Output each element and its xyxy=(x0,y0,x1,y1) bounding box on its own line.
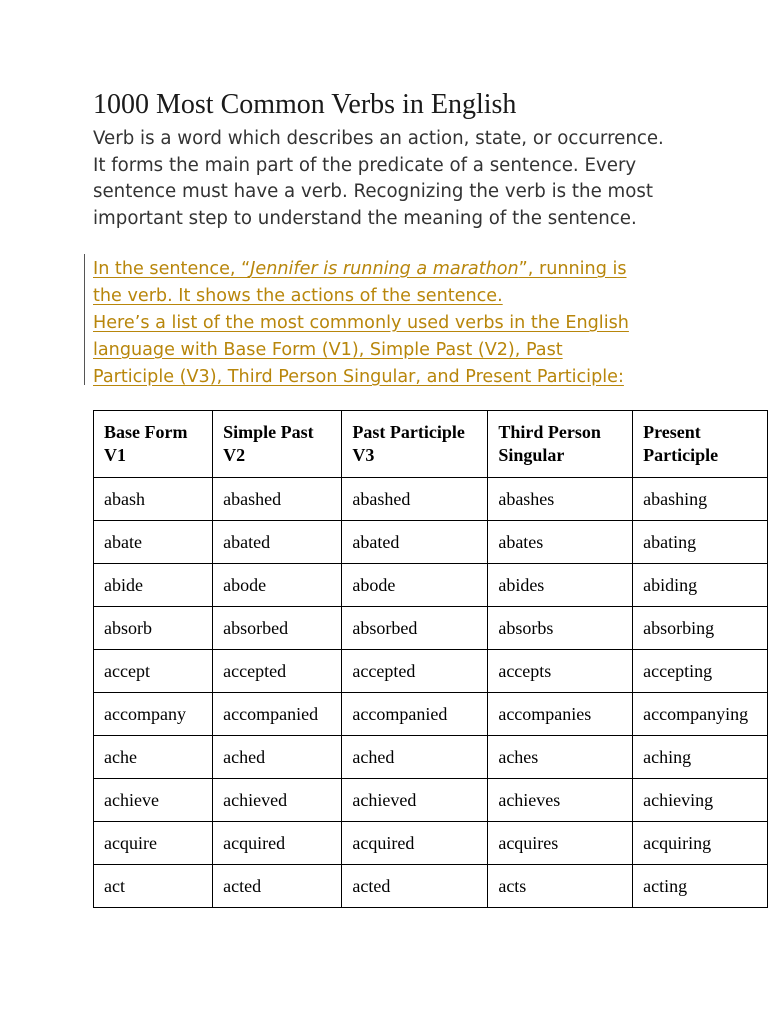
header-line: Base Form xyxy=(104,422,188,442)
table-cell: accompanying xyxy=(633,693,768,736)
page-title: 1000 Most Common Verbs in English xyxy=(93,89,517,120)
table-cell: acquired xyxy=(342,822,488,865)
example-sentence: Jennifer is running a marathon xyxy=(250,259,519,279)
table-cell: accept xyxy=(94,650,213,693)
table-row xyxy=(94,564,768,607)
table-cell: acquire xyxy=(94,822,213,865)
intro-line: important step to understand the meaning of the sentence. xyxy=(93,207,637,229)
intro-line: sentence must have a verb. Recognizing the verb is the most xyxy=(93,181,654,202)
callout-line-1 xyxy=(93,256,753,283)
revision-bar xyxy=(84,254,85,385)
table-cell: achieves xyxy=(488,779,633,822)
table-cell: abiding xyxy=(633,564,768,607)
callout-line-4: language with Base Form (V1), Simple Past (V2), Past xyxy=(93,340,563,360)
verb-table xyxy=(93,410,768,908)
table-cell: acted xyxy=(213,865,342,908)
header-past-participle xyxy=(342,411,488,478)
table-cell: abashing xyxy=(633,478,768,521)
header-present-participle xyxy=(633,411,768,478)
table-cell: acting xyxy=(633,865,768,908)
header-line: Participle xyxy=(643,445,719,465)
table-cell: accepts xyxy=(488,650,633,693)
table-cell: act xyxy=(94,865,213,908)
callout-line-5: Participle (V3), Third Person Singular, and Present Participle: xyxy=(93,367,624,387)
table-cell: abated xyxy=(213,521,342,564)
table-cell: abode xyxy=(342,564,488,607)
callout-suffix: ”, running is xyxy=(518,259,627,279)
table-cell: abashes xyxy=(488,478,633,521)
table-row xyxy=(94,521,768,564)
table-cell: abode xyxy=(213,564,342,607)
header-line: Past Participle xyxy=(352,422,465,442)
callout-prefix: In the sentence, “ xyxy=(93,259,251,279)
table-cell: accompanied xyxy=(213,693,342,736)
table-cell: acquires xyxy=(488,822,633,865)
table-cell: abashed xyxy=(213,478,342,521)
header-line: V3 xyxy=(352,445,375,465)
table-row xyxy=(94,607,768,650)
table-cell: achieved xyxy=(342,779,488,822)
callout-line-3: Here’s a list of the most commonly used verbs in the English xyxy=(93,313,629,333)
header-simple-past xyxy=(213,411,342,478)
table-cell: acquired xyxy=(213,822,342,865)
table-header-row xyxy=(94,411,768,478)
table-cell: absorbed xyxy=(342,607,488,650)
table-cell: abates xyxy=(488,521,633,564)
table-cell: accompany xyxy=(94,693,213,736)
table-cell: acquiring xyxy=(633,822,768,865)
table-cell: absorbed xyxy=(213,607,342,650)
intro-line: It forms the main part of the predicate of a sentence. Every xyxy=(93,154,637,176)
table-cell: accepted xyxy=(213,650,342,693)
table-cell: abating xyxy=(633,521,768,564)
table-cell: abashed xyxy=(342,478,488,521)
table-row xyxy=(94,650,768,693)
table-row xyxy=(94,865,768,908)
table-cell: aching xyxy=(633,736,768,779)
table-cell: abated xyxy=(342,521,488,564)
header-third-person xyxy=(488,411,633,478)
table-row xyxy=(94,693,768,736)
header-line: Simple Past xyxy=(223,422,314,442)
header-base-form xyxy=(94,411,213,478)
table-cell: achieving xyxy=(633,779,768,822)
table-cell: absorb xyxy=(94,607,213,650)
table-cell: accompanied xyxy=(342,693,488,736)
table-row xyxy=(94,478,768,521)
table-cell: ached xyxy=(342,736,488,779)
table-cell: ache xyxy=(94,736,213,779)
table-cell: absorbing xyxy=(633,607,768,650)
callout-line-2: the verb. It shows the actions of the sentence. xyxy=(93,286,503,306)
table-cell: abide xyxy=(94,564,213,607)
table-cell: achieved xyxy=(213,779,342,822)
table-row xyxy=(94,736,768,779)
table-cell: abides xyxy=(488,564,633,607)
table-cell: accompanies xyxy=(488,693,633,736)
table-row xyxy=(94,822,768,865)
table-row xyxy=(94,779,768,822)
table-cell: accepted xyxy=(342,650,488,693)
header-line: Third Person xyxy=(498,422,601,442)
header-line: Singular xyxy=(498,445,565,465)
table-cell: abash xyxy=(94,478,213,521)
header-line: V1 xyxy=(104,445,126,465)
table-cell: abate xyxy=(94,521,213,564)
table-cell: acts xyxy=(488,865,633,908)
table-cell: achieve xyxy=(94,779,213,822)
table-cell: accepting xyxy=(633,650,768,693)
header-line: Present xyxy=(643,422,701,442)
table-cell: aches xyxy=(488,736,633,779)
table-cell: acted xyxy=(342,865,488,908)
intro-paragraph xyxy=(93,126,753,232)
table-cell: ached xyxy=(213,736,342,779)
callout-paragraph xyxy=(93,256,753,391)
header-line: V2 xyxy=(223,445,246,465)
table-cell: absorbs xyxy=(488,607,633,650)
intro-line: Verb is a word which describes an action, state, or occurrence. xyxy=(93,128,664,149)
